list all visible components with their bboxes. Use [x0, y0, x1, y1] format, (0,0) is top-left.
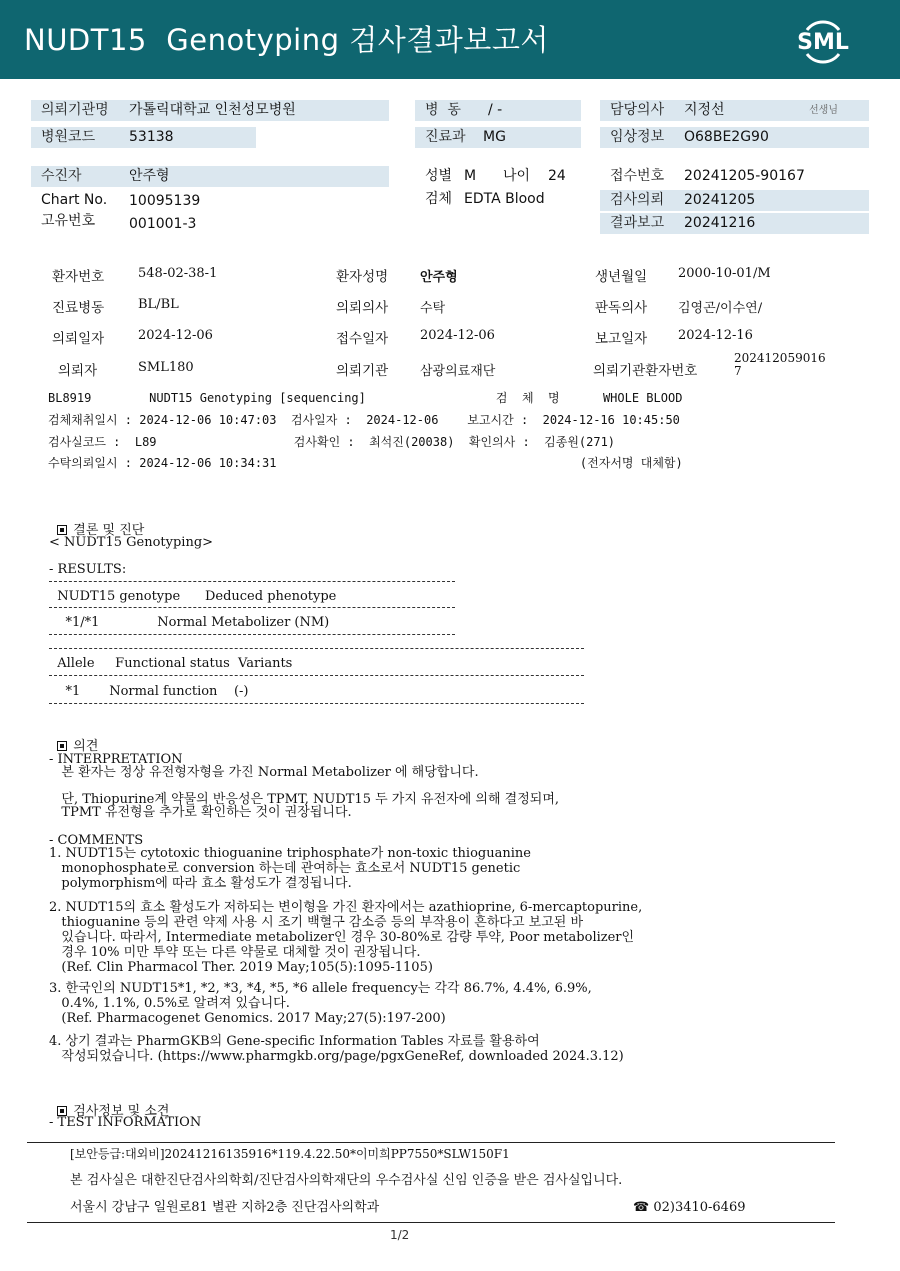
patient-name-label: 환자성명 [336, 269, 389, 285]
section-opinion [49, 724, 98, 754]
certification-line: 본 검사실은 대한진단검사의학회/진단검사의학재단의 우수검사실 신임 인증을 받은 검사실입니다. [70, 1173, 623, 1188]
reported-field [600, 213, 869, 234]
requesting-institution-label: 의뢰기관 [336, 363, 389, 379]
hospital-code-value: 53138 [129, 129, 174, 145]
ward-info-value: BL/BL [138, 297, 179, 312]
reception-label: 접수번호 [610, 168, 665, 184]
table-rule [49, 703, 584, 704]
requesting-doctor-value: 수탁 [420, 301, 446, 316]
institution-label: 의뢰기관명 [41, 102, 109, 118]
institution-value: 가톨릭대학교 인천성모병원 [129, 102, 296, 118]
section-result-title: 결론 및 진단 [73, 523, 145, 538]
reading-doctor-value: 김영곤/이수연/ [678, 301, 763, 316]
reception-field [600, 166, 869, 187]
chart-value: 10095139 [129, 193, 201, 209]
requested-field [600, 190, 869, 211]
reported-value: 20241216 [684, 215, 756, 231]
phone-line: ☎ 02)3410-6469 [633, 1200, 746, 1215]
chart-label: Chart No. [41, 192, 108, 208]
interpretation-p2b: TPMT 유전형을 추가로 확인하는 것이 권장됩니다. [49, 805, 352, 820]
reading-doctor-label: 판독의사 [595, 300, 648, 316]
sml-logo [793, 14, 853, 70]
dept-label: 진료과 [425, 129, 466, 145]
sex-value: M [464, 168, 477, 184]
clinical-info-label: 임상정보 [610, 129, 665, 145]
doctor-value: 지정선 [684, 102, 725, 118]
report-date-value: 2024-12-16 [678, 328, 753, 343]
table-rule [49, 581, 455, 582]
clinical-info-value: O68BE2G90 [684, 129, 769, 145]
institution-patient-no-value: 202412059016 7 [734, 351, 826, 378]
comment-1: 1. NUDT15는 cytotoxic thioguanine triphosphate가 non-toxic thioguanine monophosphate로 conversion 하는데 관여하는 효소로서 NUDT15 genetic polymorphism에 따라 효소 활성도가 결정됩니다. [49, 846, 531, 891]
footer-divider [27, 1142, 835, 1143]
hospital-code-label: 병원코드 [41, 129, 96, 145]
comment-4: 4. 상기 결과는 PharmGKB의 Gene-specific Information Tables 자료를 활용하여 작성되었습니다. (https://www.pharmgkb.org/page/pgxGeneRef, downloaded 2024.3.12) [49, 1034, 624, 1064]
patient-label: 수진자 [41, 168, 82, 184]
clinical-info-field [600, 127, 869, 148]
table-rule [49, 675, 584, 676]
comment-3: 3. 한국인의 NUDT15*1, *2, *3, *4, *5, *6 allele frequency는 각각 86.7%, 4.4%, 6.9%, 0.4%, 1.1%, 0.5%로 알려져 있습니다. (Ref. Pharmacogenet Genomics. 2017 May;27(5):197-200) [49, 981, 592, 1026]
receipt-date-value: 2024-12-06 [420, 328, 495, 343]
interpretation-p1: 본 환자는 정상 유전형자형을 가진 Normal Metabolizer 에 해당합니다. [49, 765, 479, 780]
sex-label: 성별 [425, 168, 453, 184]
patient-value: 안주형 [129, 168, 170, 184]
ward-info-label: 진료병동 [52, 300, 105, 316]
square-bullet-icon [57, 525, 67, 535]
reported-label: 결과보고 [610, 215, 665, 231]
logo-text: SML [797, 30, 849, 55]
ward-field [415, 100, 581, 121]
address-line: 서울시 강남구 일원로81 별관 지하2층 진단검사의학과 [70, 1200, 380, 1215]
allele-table-header: Allele Functional status Variants [49, 656, 293, 671]
patient-no-value: 548-02-38-1 [138, 266, 218, 281]
genotype-table-header: NUDT15 genotype Deduced phenotype [49, 589, 337, 604]
comment-2: 2. NUDT15의 효소 활성도가 저하되는 변이형을 가진 환자에서는 azathioprine, 6-mercaptopurine, thioguanine 등의 관련 약제 사용 시 조기 백혈구 감소증 등의 부작용이 흔하다고 보고된 바 있습니다. 따라서, Intermediate metabolizer인 경우 30-80%로 감량 투약, Poor metabolizer인 경우 10% 미만 투약 또는 다른 약물로 대체할 것이 권장됩니다. (Ref. Clin Pharmacol Ther. 2019 May;105(5):1095-1105) [49, 900, 643, 975]
table-rule [49, 607, 455, 608]
section-opinion-title: 의견 [73, 739, 99, 754]
age-value: 24 [548, 168, 566, 184]
patient-no-label: 환자번호 [52, 269, 105, 285]
ward-label: 병 동 [425, 102, 461, 118]
receipt-date-label: 접수일자 [336, 331, 389, 347]
security-line: [보안등급:대외비]20241216135916*119.4.22.50*이미희PP7550*SLW150F1 [70, 1147, 510, 1161]
dept-value: MG [483, 129, 506, 145]
test-line-consign: 수탁의뢰일시 : 2024-12-06 10:34:31 (전자서명 대체함) [48, 456, 683, 470]
doctor-suffix: 선생님 [809, 105, 838, 116]
specimen-value: EDTA Blood [464, 191, 545, 207]
patient-name-value: 안주형 [420, 270, 458, 285]
comments-heading: - COMMENTS [49, 833, 144, 848]
genotyping-subtitle: < NUDT15 Genotyping> [49, 535, 214, 550]
requester-label: 의뢰자 [58, 363, 98, 379]
page-number: 1/2 [390, 1228, 410, 1242]
specimen-label: 검체 [425, 191, 453, 207]
test-information-heading: - TEST INFORMATION [49, 1115, 202, 1130]
requested-value: 20241205 [684, 192, 756, 208]
test-line-code: BL8919 NUDT15 Genotyping [sequencing] 검 체 명 WHOLE BLOOD [48, 391, 683, 405]
institution-field [31, 100, 389, 121]
report-header [0, 0, 900, 79]
interpretation-heading: - INTERPRETATION [49, 752, 183, 767]
birthdate-label: 생년월일 [595, 269, 648, 285]
doctor-label: 담당의사 [610, 102, 665, 118]
table-rule [49, 648, 584, 649]
dept-field [415, 127, 581, 148]
hospital-code-field [31, 127, 256, 148]
table-rule [49, 634, 455, 635]
results-heading: - RESULTS: [49, 562, 127, 577]
doctor-field [600, 100, 869, 121]
genotype-table-row: *1/*1 Normal Metabolizer (NM) [49, 615, 330, 630]
square-bullet-icon [57, 741, 67, 751]
interpretation-p2a: 단, Thiopurine계 약물의 반응성은 TPMT, NUDT15 두 가지 유전자에 의해 결정되며, [49, 792, 560, 807]
requesting-institution-value: 삼광의료재단 [420, 364, 496, 379]
requester-value: SML180 [138, 360, 194, 375]
requested-label: 검사의뢰 [610, 192, 665, 208]
reception-value: 20241205-90167 [684, 168, 805, 184]
request-date-label: 의뢰일자 [52, 331, 105, 347]
ward-value: / - [488, 102, 503, 118]
report-date-label: 보고일자 [595, 331, 648, 347]
institution-patient-no-label: 의뢰기관환자번호 [593, 363, 698, 379]
test-line-collection: 검체채취일시 : 2024-12-06 10:47:03 검사일자 : 2024-12-06 보고시간 : 2024-12-16 10:45:50 [48, 413, 680, 427]
unique-value: 001001-3 [129, 216, 197, 232]
age-label: 나이 [503, 168, 531, 184]
report-title: NUDT15 Genotyping 검사결과보고서 [24, 23, 549, 57]
allele-table-row: *1 Normal function (-) [49, 684, 249, 699]
patient-field [31, 166, 389, 187]
test-line-lab: 검사실코드 : L89 검사확인 : 최석진(20038) 확인의사 : 김종원(271) [48, 435, 616, 449]
footer-divider [27, 1222, 835, 1223]
requesting-doctor-label: 의뢰의사 [336, 300, 389, 316]
request-date-value: 2024-12-06 [138, 328, 213, 343]
birthdate-value: 2000-10-01/M [678, 266, 771, 281]
unique-label: 고유번호 [41, 213, 96, 229]
section-testinfo-title: 검사정보 및 소견 [73, 1104, 170, 1119]
section-result [49, 508, 144, 538]
